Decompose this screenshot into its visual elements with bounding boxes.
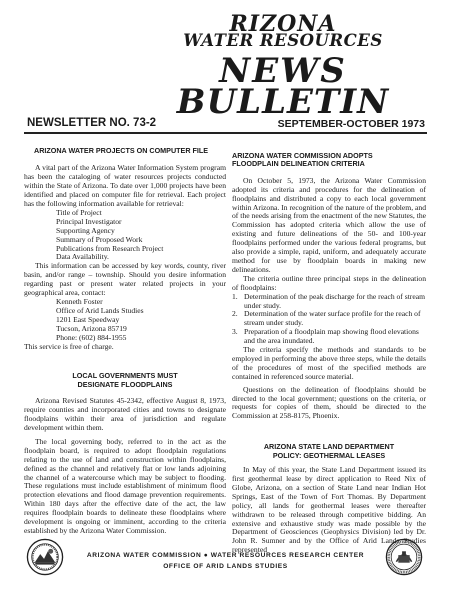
footer-line-1: ARIZONA WATER COMMISSION ● WATER RESOURCES RESEARCH CENTER <box>86 552 365 559</box>
newsletter-number: NEWSLETTER NO. 73-2 <box>27 117 157 129</box>
list-item: 1201 East Speedway <box>56 314 120 324</box>
article-paragraph: A vital part of the Arizona Water Information System program has been the cataloging of water resources projects conducted within the State of Arizona. To date over 1,000 projects have been identified and placed on computer file for retrieval. Each project has the following information available for retrieval: <box>24 163 226 209</box>
step-text: Determination of the peak discharge for the reach of stream under study. <box>244 291 425 310</box>
field-list <box>24 209 226 262</box>
article-paragraph: In May of this year, the State Land Department issued its first geothermal lease by direct application to Reed Nix of Globe, Arizona, on a section of State Land near Indian Hot Springs, East of the Town of Fort Thomas. By Department policy, all lands for geothermal leases were thereafter withdrawn to be released through competitive bidding. An extensive and exhaustive study was made possible by the Department of Geosciences (Geophysics Division) led by Dr. John R. Sumner and by the Office of Arid Lands Studies represented <box>232 465 426 555</box>
contact-address <box>24 298 226 343</box>
university-seal-icon <box>385 538 423 576</box>
article-heading: POLICY: GEOTHERMAL LEASES <box>272 450 386 460</box>
masthead-line-3: NEWS <box>219 50 347 91</box>
list-item <box>232 310 426 328</box>
footer-line-2: OFFICE OF ARID LANDS STUDIES <box>163 563 288 570</box>
step-number: 3. <box>232 327 238 337</box>
list-item: Data Availability. <box>56 252 109 262</box>
article-paragraph: The criteria outline three principal steps in the delineation of floodplains: <box>232 273 426 292</box>
list-item: Tucson, Arizona 85719 <box>56 323 127 333</box>
article-paragraph: This service is free of charge. <box>24 341 114 351</box>
list-item: Publications from Research Project <box>56 243 164 253</box>
article-paragraph: This information can be accessed by key words, county, river basin, and/or range – township. Should you desire information regarding past or present water related projects in your geographical area, contact: <box>24 261 226 298</box>
list-item: Title of Project <box>56 207 102 217</box>
step-number: 1. <box>232 291 238 301</box>
issue-date: SEPTEMBER-OCTOBER 1973 <box>277 118 425 130</box>
footer <box>24 538 427 588</box>
state-seal-icon <box>26 538 64 576</box>
issue-bar <box>24 117 427 134</box>
right-column <box>232 152 426 555</box>
article-paragraph: On October 5, 1973, the Arizona Water Commission adopted its criteria and procedures for the delineation of floodplains and distributed a copy to each local government within Arizona. In recognition of the nature of the problem, and of the needs arising from the enactment of the new Statutes, the Commission has adopted criteria which allow the use of existing and future delineations of the 50- and 100-year floodplains performed under the various federal programs, but also provide a simple, rapid, uniform, and adequately accurate method for use by floodplain boards in making new delineations. <box>232 175 426 274</box>
list-item <box>232 293 426 311</box>
article-heading: LOCAL GOVERNMENTS MUST <box>72 371 178 381</box>
list-item: Summary of Proposed Work <box>56 234 143 244</box>
list-item: Supporting Agency <box>56 225 115 235</box>
list-item: Kenneth Foster <box>56 297 103 306</box>
steps-list <box>232 293 426 346</box>
article-heading: ARIZONA WATER COMMISSION ADOPTS <box>232 151 373 160</box>
list-item: Principal Investigator <box>56 216 122 226</box>
article-paragraph: The criteria specify the methods and standards to be employed in performing the above three steps, while the details of the procedures of most of the specified methods are contained in referenced source material. <box>232 345 426 381</box>
left-column <box>24 147 226 536</box>
article-paragraph: Arizona Revised Statutes 45-2342, effective August 8, 1973, require counties and incorporated cities and towns to designate floodplains within their area of jurisdiction and regulate development within them. <box>24 396 226 432</box>
masthead-line-2: WATER RESOURCES <box>183 31 383 50</box>
article-heading: ARIZONA STATE LAND DEPARTMENT <box>263 442 395 452</box>
article-heading: FLOODPLAIN DELINEATION CRITERIA <box>232 159 365 169</box>
step-number: 2. <box>232 309 238 319</box>
masthead-line-1: RIZONA <box>229 11 337 37</box>
masthead-line-4: BULLETIN <box>176 81 390 122</box>
list-item <box>232 328 426 346</box>
list-item: Phone: (602) 884-1955 <box>56 332 127 342</box>
masthead <box>168 11 398 122</box>
article-heading: DESIGNATE FLOODPLAINS <box>77 379 173 389</box>
step-text: Determination of the water surface profile for the reach of stream under study. <box>244 309 421 328</box>
step-text: Preparation of a floodplain map showing flood elevations and the area inundated. <box>244 327 419 346</box>
article-heading: ARIZONA WATER PROJECTS ON COMPUTER FILE <box>34 146 209 155</box>
article-paragraph: Questions on the delineation of floodplains should be directed to the local government; questions on the criteria, or requests for copies of them, should be directed to the Commission at 258-8175, Phoenix. <box>232 384 426 421</box>
list-item: Office of Arid Lands Studies <box>56 305 144 315</box>
article-paragraph: The local governing body, referred to in the act as the floodplain board, is required to adopt floodplain regulations relating to the use of land and construction within floodplains, defined as the channel and relatively flat or low lands adjoining the channel of a watercourse which may be subject to flooding. These regulations must include establishment of minimum flood protection elevations and flood damage prevention requirements. Within 180 days after the effective date of the act, the law requires floodplain boards to delineate these floodplains where development is ongoing or imminent, according to the criteria established by the Arizona Water Commission. <box>24 436 226 535</box>
